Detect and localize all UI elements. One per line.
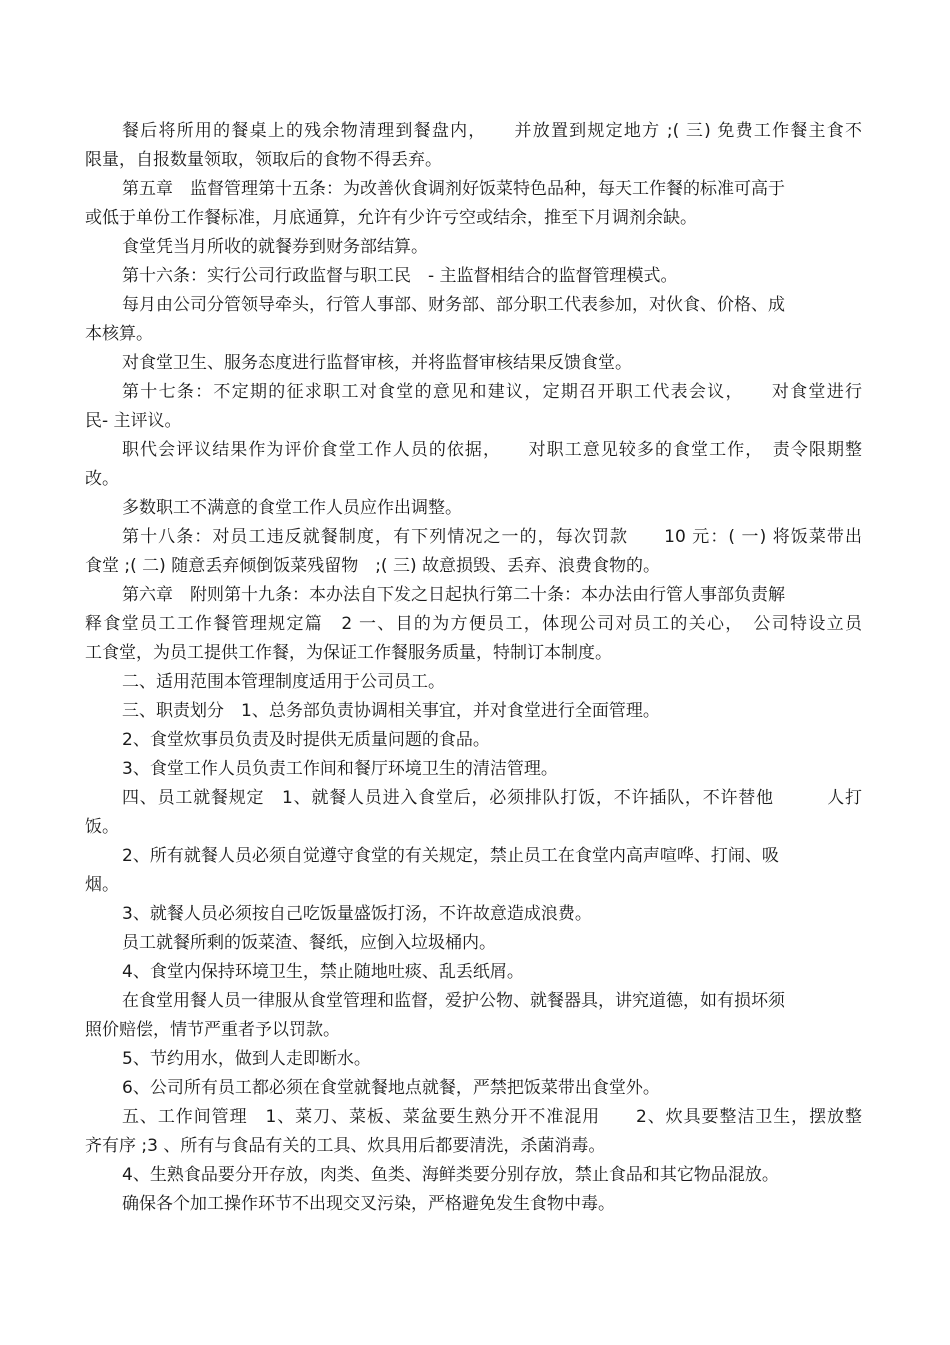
text-line: 确保各个加工操作环节不出现交叉污染，严格避免发生食物中毒。 [122, 1194, 615, 1214]
text-line: 饭。 [85, 817, 119, 837]
text-line: 每月由公司分管领导牵头，行管人事部、财务部、部分职工代表参加，对伙食、价格、成 [122, 295, 785, 315]
text-line: 齐有序 ;3 、所有与食品有关的工具、炊具用后都要清洗，杀菌消毒。 [85, 1136, 606, 1156]
text-line: 工食堂，为员工提供工作餐，为保证工作餐服务质量，特制订本制度。 [85, 643, 612, 663]
text-line: 四、员工就餐规定 1、就餐人员进入食堂后，必须排队打饭，不许插队，不许替他 人打 [122, 788, 862, 808]
text-line: 第十七条：不定期的征求职工对食堂的意见和建议，定期召开职工代表会议， 对食堂进行 [122, 382, 862, 402]
text-line: 4、生熟食品要分开存放，肉类、鱼类、海鲜类要分别存放，禁止食品和其它物品混放。 [122, 1165, 779, 1185]
text-line: 五、工作间管理 1、菜刀、菜板、菜盆要生熟分开不准混用 2、炊具要整洁卫生，摆放整 [122, 1107, 862, 1127]
text-line: 4、食堂内保持环境卫生，禁止随地吐痰、乱丢纸屑。 [122, 962, 524, 982]
text-line: 二、适用范围本管理制度适用于公司员工。 [122, 672, 445, 692]
text-line: 多数职工不满意的食堂工作人员应作出调整。 [122, 498, 462, 518]
text-line: 第十八条：对员工违反就餐制度，有下列情况之一的，每次罚款 10 元：( 一) 将饭菜带出 [122, 527, 862, 547]
text-line: 改。 [85, 469, 119, 489]
text-line: 食堂 ;( 二) 随意丢弃倾倒饭菜残留物 ;( 三) 故意损毁、丢弃、浪费食物的。 [85, 556, 661, 576]
text-line: 职代会评议结果作为评价食堂工作人员的依据， 对职工意见较多的食堂工作， 责令限期整 [122, 440, 862, 460]
text-line: 三、职责划分 1、总务部负责协调相关事宜，并对食堂进行全面管理。 [122, 701, 660, 721]
text-line: 食堂凭当月所收的就餐券到财务部结算。 [122, 237, 428, 257]
text-line: 2、所有就餐人员必须自觉遵守食堂的有关规定，禁止员工在食堂内高声喧哗、打闹、吸 [122, 846, 779, 866]
text-line: 民- 主评议。 [85, 411, 182, 431]
text-line: 在食堂用餐人员一律服从食堂管理和监督，爱护公物、就餐器具，讲究道德，如有损坏须 [122, 991, 785, 1011]
text-line: 6、公司所有员工都必须在食堂就餐地点就餐，严禁把饭菜带出食堂外。 [122, 1078, 660, 1098]
text-line: 员工就餐所剩的饭菜渣、餐纸，应倒入垃圾桶内。 [122, 933, 496, 953]
text-line: 2、食堂炊事员负责及时提供无质量问题的食品。 [122, 730, 490, 750]
text-line: 第五章 监督管理第十五条：为改善伙食调剂好饭菜特色品种，每天工作餐的标准可高于 [122, 179, 785, 199]
text-line: 第十六条：实行公司行政监督与职工民 - 主监督相结合的监督管理模式。 [122, 266, 678, 286]
text-line: 5、节约用水，做到人走即断水。 [122, 1049, 371, 1069]
text-line: 3、就餐人员必须按自己吃饭量盛饭打汤，不许故意造成浪费。 [122, 904, 592, 924]
text-line: 对食堂卫生、服务态度进行监督审核，并将监督审核结果反馈食堂。 [122, 353, 632, 373]
text-line: 照价赔偿，情节严重者予以罚款。 [85, 1020, 340, 1040]
text-line: 烟。 [85, 875, 119, 895]
text-line: 第六章 附则第十九条：本办法自下发之日起执行第二十条：本办法由行管人事部负责解 [122, 585, 785, 605]
text-line: 3、食堂工作人员负责工作间和餐厅环境卫生的清洁管理。 [122, 759, 558, 779]
text-line: 餐后将所用的餐桌上的残余物清理到餐盘内， 并放置到规定地方 ;( 三) 免费工作餐主食不 [122, 121, 862, 141]
text-line: 或低于单份工作餐标准，月底通算，允许有少许亏空或结余，推至下月调剂余缺。 [85, 208, 697, 228]
text-line: 释食堂员工工作餐管理规定篇 2 一、目的为方便员工，体现公司对员工的关心， 公司特设立员 [85, 614, 862, 634]
text-line: 限量，自报数量领取，领取后的食物不得丢弃。 [85, 150, 442, 170]
text-line: 本核算。 [85, 324, 153, 344]
